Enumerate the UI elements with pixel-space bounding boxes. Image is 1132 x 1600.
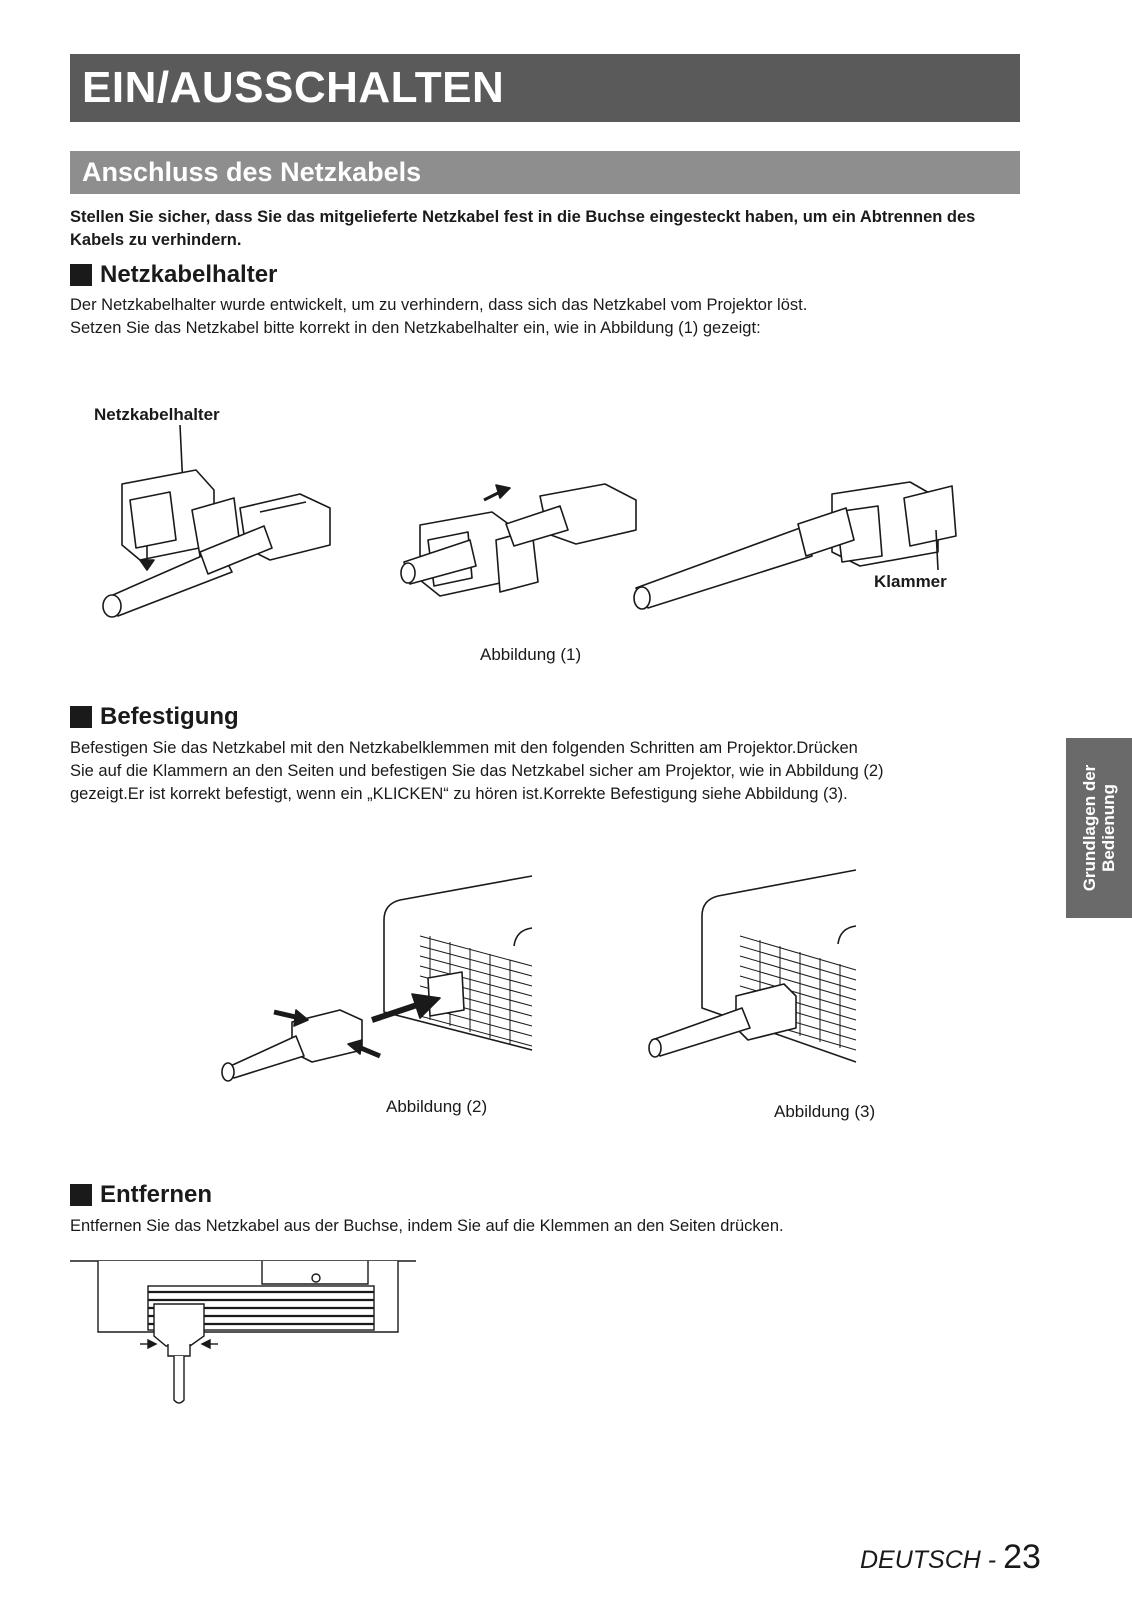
holder-text-line2: Setzen Sie das Netzkabel bitte korrekt in den Netzkabelhalter ein, wie in Abbildung (1) gezeigt: xyxy=(70,319,761,337)
page-number: 23 xyxy=(1003,1538,1041,1576)
fixing-text-line2: Sie auf die Klammern an den Seiten und befestigen Sie das Netzkabel sicher am Projektor, wie in Abbildung (2) xyxy=(70,762,884,780)
clamp-label: Klammer xyxy=(874,572,947,591)
page-footer xyxy=(860,1538,1041,1577)
fixing-text-line3: gezeigt.Er ist korrekt befestigt, wenn ein „KLICKEN“ zu hören ist.Korrekte Befestigung siehe Abbildung (3). xyxy=(70,785,848,803)
figure-1-caption: Abbildung (1) xyxy=(480,645,582,664)
intro-text: Stellen Sie sicher, dass Sie das mitgelieferte Netzkabel fest in die Buchse eingesteckt haben, um ein Abtrennen des Kabels zu verhindern. xyxy=(70,208,976,249)
page-title: EIN/AUSSCHALTEN xyxy=(70,54,1020,122)
footer-language: DEUTSCH - xyxy=(860,1546,1004,1574)
holder-heading-text: Netzkabelhalter xyxy=(100,261,278,288)
section-title: Anschluss des Netzkabels xyxy=(70,151,1020,194)
side-tab-text xyxy=(1080,743,1118,913)
figure-2-caption: Abbildung (2) xyxy=(386,1097,488,1116)
figure-3-caption: Abbildung (3) xyxy=(774,1102,876,1121)
fixing-heading-text: Befestigung xyxy=(100,703,239,730)
fixing-text-line1: Befestigen Sie das Netzkabel mit den Netzkabelklemmen mit den folgenden Schritten am Projektor.Drücken xyxy=(70,739,858,757)
side-tab-line2: Bedienung xyxy=(1099,784,1118,872)
removal-text-line1: Entfernen Sie das Netzkabel aus der Buchse, indem Sie auf die Klemmen an den Seiten drücken. xyxy=(70,1217,784,1235)
holder-text-line1: Der Netzkabelhalter wurde entwickelt, um zu verhindern, dass sich das Netzkabel vom Projektor löst. xyxy=(70,296,808,314)
holder-label: Netzkabelhalter xyxy=(94,405,220,424)
side-tab-line1: Grundlagen der xyxy=(1080,764,1099,892)
removal-heading-text: Entfernen xyxy=(100,1181,213,1208)
side-tab xyxy=(1066,738,1132,918)
